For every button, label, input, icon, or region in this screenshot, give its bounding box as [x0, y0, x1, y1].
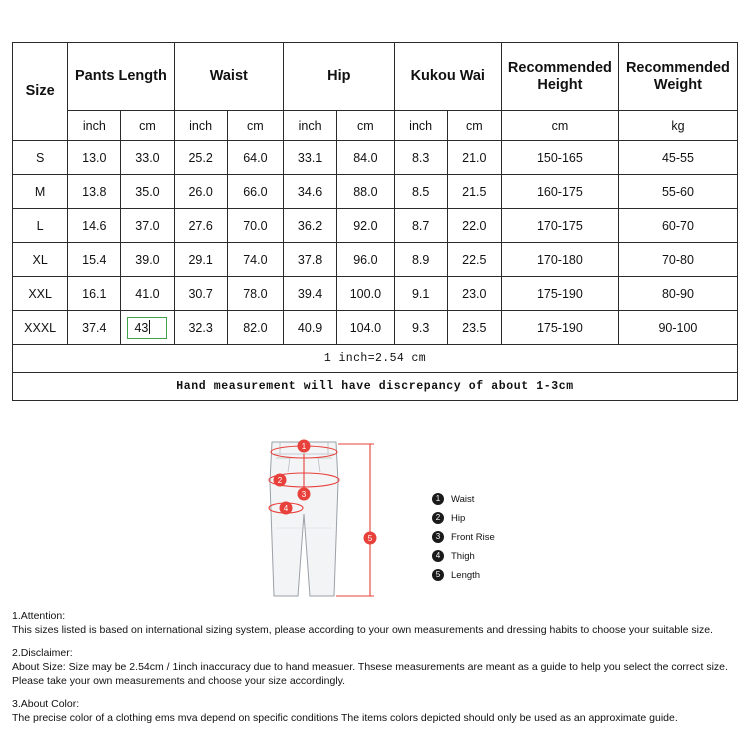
- cell-kukou-cm[interactable]: 23.5: [447, 311, 501, 345]
- cell-waist-inch[interactable]: 25.2: [174, 141, 227, 175]
- legend-badge-3: 3: [432, 531, 444, 543]
- marker-5-label: 5: [367, 534, 373, 543]
- cell-hip-inch[interactable]: 39.4: [284, 277, 337, 311]
- cell-hip-cm[interactable]: 96.0: [337, 243, 394, 277]
- cell-waist-cm[interactable]: 64.0: [227, 141, 283, 175]
- legend-item-length: [432, 566, 582, 584]
- measurement-note: Hand measurement will have discrepancy of about 1-3cm: [13, 373, 738, 401]
- cell-pants-length-inch[interactable]: 13.8: [68, 175, 121, 209]
- unit-kukou-inch: inch: [394, 111, 447, 141]
- unit-weight-kg: kg: [618, 111, 737, 141]
- cell-kukou-inch[interactable]: 9.3: [394, 311, 447, 345]
- cell-weight[interactable]: 55-60: [618, 175, 737, 209]
- cell-kukou-cm[interactable]: 23.0: [447, 277, 501, 311]
- legend-badge-1: 1: [432, 493, 444, 505]
- row-size-label: M: [13, 175, 68, 209]
- cell-kukou-cm[interactable]: 22.0: [447, 209, 501, 243]
- legend-badge-4: 4: [432, 550, 444, 562]
- note-body-attention: This sizes listed is based on international sizing system, please according to your own measurements and dressing habits to choose your suitable size.: [12, 624, 713, 636]
- table-row: [13, 209, 738, 243]
- cell-pants-length-inch[interactable]: 14.6: [68, 209, 121, 243]
- cell-height[interactable]: 170-175: [501, 209, 618, 243]
- legend-label-front-rise: Front Rise: [451, 531, 495, 543]
- row-size-label: L: [13, 209, 68, 243]
- cell-hip-cm[interactable]: 100.0: [337, 277, 394, 311]
- cell-waist-cm[interactable]: 78.0: [227, 277, 283, 311]
- cell-kukou-inch[interactable]: 8.5: [394, 175, 447, 209]
- unit-pants-length-inch: inch: [68, 111, 121, 141]
- footer-notes: [12, 610, 738, 734]
- cell-waist-inch[interactable]: 32.3: [174, 311, 227, 345]
- cell-hip-inch[interactable]: 33.1: [284, 141, 337, 175]
- cell-pants-length-cm[interactable]: 37.0: [121, 209, 174, 243]
- note-body-disclaimer: About Size: Size may be 2.54cm / 1inch inaccuracy due to hand measuer. Thsese measurements are meant as a guide to help you select the correct size. Please take your own measurements and choose your size accordingly.: [12, 660, 728, 687]
- cell-hip-cm[interactable]: 84.0: [337, 141, 394, 175]
- cell-waist-cm[interactable]: 66.0: [227, 175, 283, 209]
- unit-waist-inch: inch: [174, 111, 227, 141]
- cell-waist-inch[interactable]: 30.7: [174, 277, 227, 311]
- size-table-container: [12, 42, 738, 401]
- cell-hip-cm[interactable]: 88.0: [337, 175, 394, 209]
- cell-weight[interactable]: 80-90: [618, 277, 737, 311]
- marker-3-label: 3: [301, 490, 307, 499]
- cell-height[interactable]: 150-165: [501, 141, 618, 175]
- legend-item-hip: [432, 509, 582, 527]
- pants-length-cm-input[interactable]: [127, 317, 167, 339]
- cell-weight[interactable]: 70-80: [618, 243, 737, 277]
- cell-pants-length-cm[interactable]: 41.0: [121, 277, 174, 311]
- header-recommended-height: Recommended Height: [501, 43, 618, 111]
- cell-weight[interactable]: 60-70: [618, 209, 737, 243]
- table-row: [13, 141, 738, 175]
- cell-hip-inch[interactable]: 40.9: [284, 311, 337, 345]
- legend-item-front-rise: [432, 528, 582, 546]
- header-recommended-weight: Recommended Weight: [618, 43, 737, 111]
- marker-2-label: 2: [277, 476, 283, 485]
- legend-label-thigh: Thigh: [451, 550, 475, 562]
- conversion-note: 1 inch=2.54 cm: [13, 345, 738, 373]
- pants-length-cm-value: 43: [134, 320, 149, 335]
- unit-pants-length-cm: cm: [121, 111, 174, 141]
- cell-waist-inch[interactable]: 26.0: [174, 175, 227, 209]
- row-size-label: XXXL: [13, 311, 68, 345]
- cell-pants-length-inch[interactable]: 15.4: [68, 243, 121, 277]
- cell-height[interactable]: 160-175: [501, 175, 618, 209]
- cell-hip-inch[interactable]: 36.2: [284, 209, 337, 243]
- legend-label-length: Length: [451, 569, 481, 581]
- header-hip: Hip: [284, 43, 395, 111]
- note-body-about-color: The precise color of a clothing ems mva depend on specific conditions The items colors depicted should only be used as an approximate guide.: [12, 711, 678, 724]
- text-caret: [149, 320, 150, 334]
- cell-weight[interactable]: 90-100: [618, 311, 737, 345]
- cell-kukou-cm[interactable]: 21.0: [447, 141, 501, 175]
- cell-waist-cm[interactable]: 82.0: [227, 311, 283, 345]
- cell-kukou-inch[interactable]: 8.7: [394, 209, 447, 243]
- legend-label-hip: Hip: [451, 512, 466, 524]
- cell-weight[interactable]: 45-55: [618, 141, 737, 175]
- legend-item-thigh: [432, 547, 582, 565]
- cell-pants-length-inch[interactable]: 37.4: [68, 311, 121, 345]
- unit-hip-cm: cm: [337, 111, 394, 141]
- cell-kukou-inch[interactable]: 8.3: [394, 141, 447, 175]
- header-pants-length: Pants Length: [68, 43, 174, 111]
- unit-kukou-cm: cm: [447, 111, 501, 141]
- header-waist: Waist: [174, 43, 283, 111]
- measurement-note-row: [13, 373, 738, 401]
- row-size-label: S: [13, 141, 68, 175]
- cell-pants-length-inch[interactable]: 13.0: [68, 141, 121, 175]
- unit-height-cm: cm: [501, 111, 618, 141]
- cell-waist-cm[interactable]: 74.0: [227, 243, 283, 277]
- note-title-disclaimer: 2.Disclaimer:: [12, 646, 73, 659]
- legend-item-waist: [432, 490, 582, 508]
- table-row: [13, 175, 738, 209]
- cell-pants-length-cm[interactable]: 39.0: [121, 243, 174, 277]
- cell-hip-inch[interactable]: 37.8: [284, 243, 337, 277]
- unit-hip-inch: inch: [284, 111, 337, 141]
- cell-waist-inch[interactable]: 27.6: [174, 209, 227, 243]
- table-row: [13, 277, 738, 311]
- table-row: [13, 311, 738, 345]
- marker-1-label: 1: [301, 442, 307, 451]
- cell-pants-length-cm[interactable]: 33.0: [121, 141, 174, 175]
- cell-pants-length-cm-editing[interactable]: [121, 311, 174, 345]
- legend-label-waist: Waist: [451, 493, 475, 505]
- cell-hip-inch[interactable]: 34.6: [284, 175, 337, 209]
- note-title-about-color: 3.About Color:: [12, 697, 80, 710]
- header-size: Size: [13, 43, 68, 141]
- size-table: [12, 42, 738, 401]
- cell-height[interactable]: 175-190: [501, 277, 618, 311]
- table-row: [13, 243, 738, 277]
- diagram-legend: [432, 490, 582, 585]
- cell-hip-cm[interactable]: 104.0: [337, 311, 394, 345]
- cell-height[interactable]: 175-190: [501, 311, 618, 345]
- cell-height[interactable]: 170-180: [501, 243, 618, 277]
- cell-kukou-inch[interactable]: 8.9: [394, 243, 447, 277]
- cell-kukou-inch[interactable]: 9.1: [394, 277, 447, 311]
- cell-pants-length-cm[interactable]: 35.0: [121, 175, 174, 209]
- header-kukou-wai: Kukou Wai: [394, 43, 501, 111]
- note-title-attention: 1.Attention:: [12, 610, 66, 622]
- row-size-label: XL: [13, 243, 68, 277]
- cell-kukou-cm[interactable]: 22.5: [447, 243, 501, 277]
- table-unit-row: [13, 111, 738, 141]
- cell-waist-inch[interactable]: 29.1: [174, 243, 227, 277]
- unit-waist-cm: cm: [227, 111, 283, 141]
- legend-badge-5: 5: [432, 569, 444, 581]
- cell-waist-cm[interactable]: 70.0: [227, 209, 283, 243]
- marker-4-label: 4: [283, 504, 289, 513]
- cell-pants-length-inch[interactable]: 16.1: [68, 277, 121, 311]
- conversion-note-row: [13, 345, 738, 373]
- cell-kukou-cm[interactable]: 21.5: [447, 175, 501, 209]
- row-size-label: XXL: [13, 277, 68, 311]
- table-header-row: [13, 43, 738, 111]
- cell-hip-cm[interactable]: 92.0: [337, 209, 394, 243]
- legend-badge-2: 2: [432, 512, 444, 524]
